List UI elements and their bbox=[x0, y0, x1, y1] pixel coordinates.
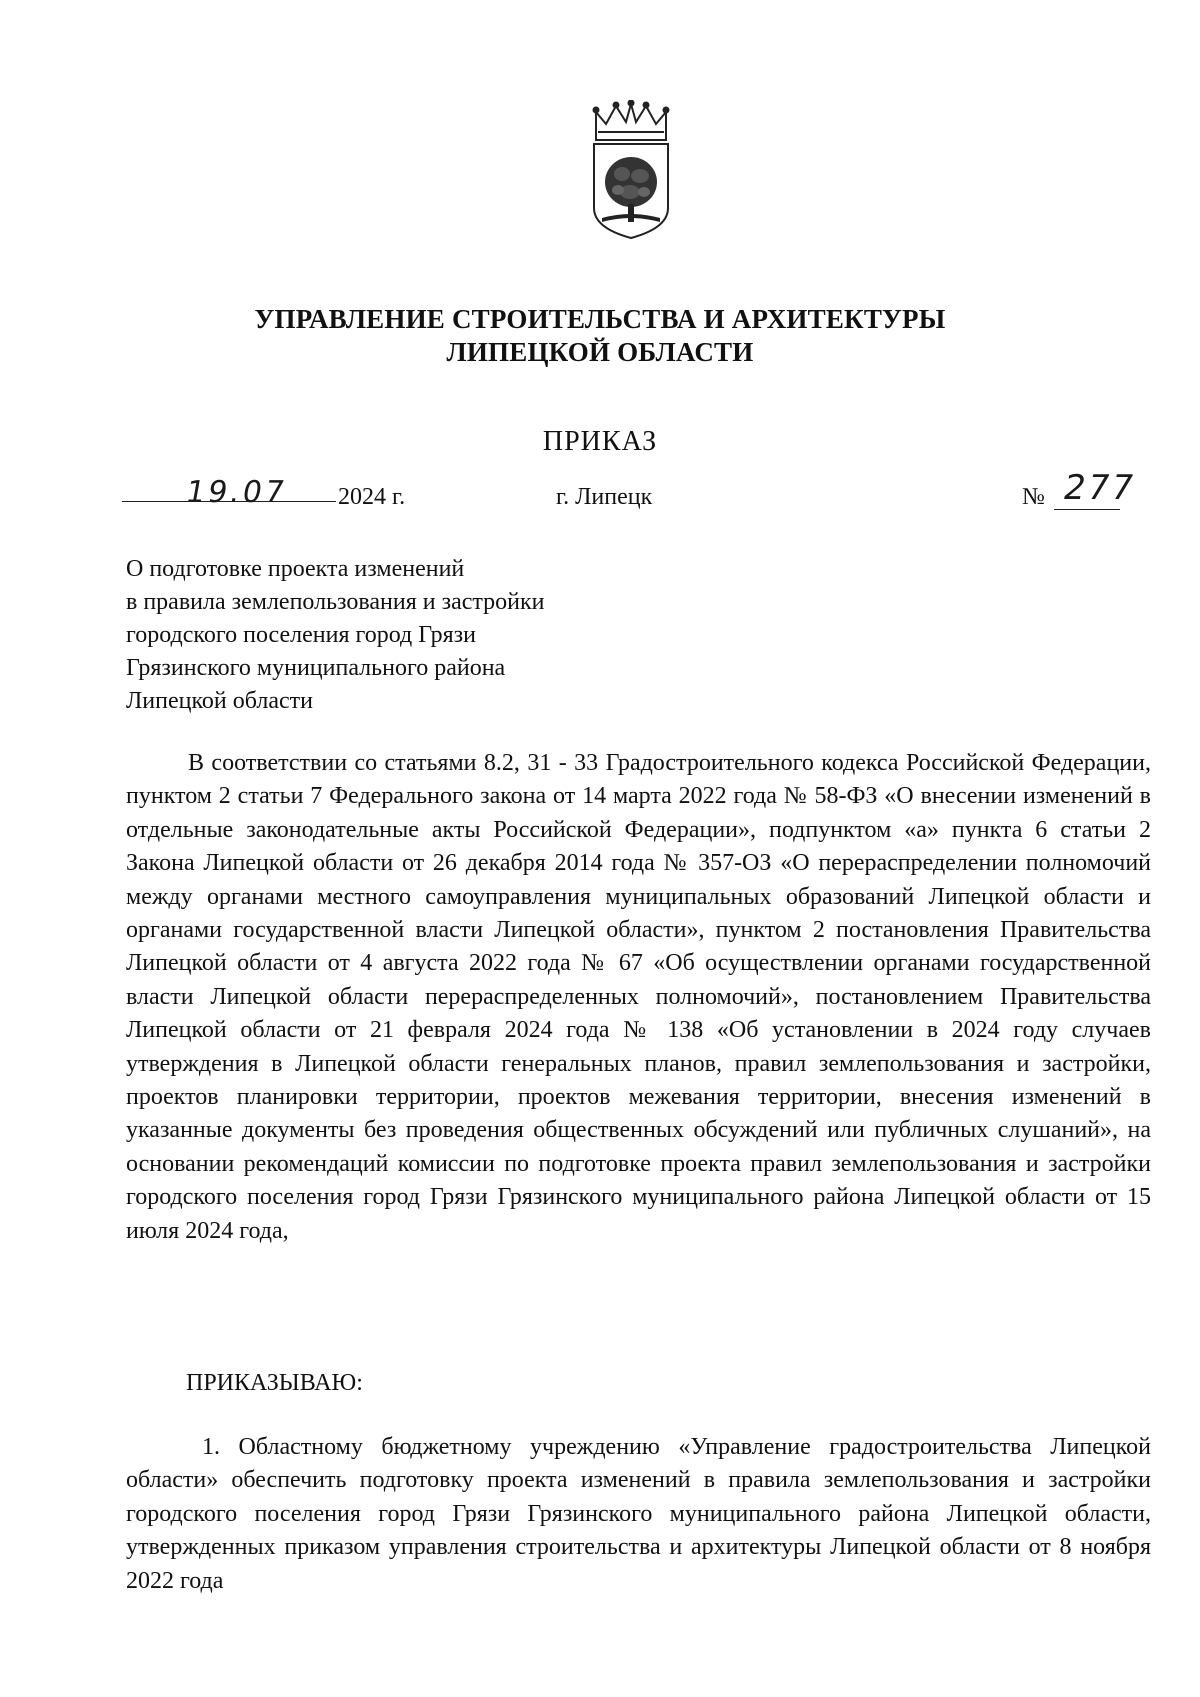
document-subject bbox=[126, 553, 545, 718]
order-word: ПРИКАЗЫВАЮ: bbox=[186, 1370, 363, 1396]
subject-line: Липецкой области bbox=[126, 688, 313, 714]
coat-of-arms-icon bbox=[588, 100, 674, 240]
city-name: г. Липецк bbox=[556, 484, 653, 510]
organization-name-line2: ЛИПЕЦКОЙ ОБЛАСТИ bbox=[446, 337, 754, 367]
organization-name-line1: УПРАВЛЕНИЕ СТРОИТЕЛЬСТВА И АРХИТЕКТУРЫ bbox=[254, 304, 946, 334]
subject-line: городского поселения город Грязи bbox=[126, 622, 476, 648]
item-text: Областному бюджетному учреждению «Управление градостроительства Липецкой области» обеспечить подготовку проекта изменений в правила землепользования и застройки городского поселения город Грязи Грязинского муниципального района Липецкой области, утвержденных приказом управления строительства и архитектуры Липецкой области от 8 ноября 2022 года bbox=[126, 1434, 1152, 1594]
subject-line: Грязинского муниципального района bbox=[126, 655, 506, 681]
handwritten-date: 19.07 bbox=[182, 475, 290, 510]
number-sign: № bbox=[1022, 484, 1045, 510]
document-type: ПРИКАЗ bbox=[542, 426, 658, 457]
order-item-1 bbox=[126, 1431, 1151, 1598]
item-number: 1. bbox=[202, 1434, 220, 1460]
preamble-paragraph: В соответствии со статьями 8.2, 31 - 33 Градостроительного кодекса Российской Федерации, пунктом 2 статьи 7 Федерального закона от 14 марта 2022 года № 58-ФЗ «О внесении изменений в отдельные законодательные акты Российской Федерации», подпунктом «а» пункта 6 статьи 2 Закона Липецкой области от 26 декабря 2014 года № 357-ОЗ «О перераспределении полномочий между органами местного самоуправления муниципальных образований Липецкой области и органами государственной власти Липецкой области», пунктом 2 постановления Правительства Липецкой области от 4 августа 2022 года № 67 «Об осуществлении органами государственной власти Липецкой области перераспределенных полномочий», постановлением Правительства Липецкой области от 21 февраля 2024 года № 138 «Об установлении в 2024 году случаев утверждения в Липецкой области генеральных планов, правил землепользования и застройки, проектов планировки территории, проектов межевания территории, внесения изменений в указанные документы без проведения общественных обсуждений или публичных слушаний», на основании рекомендаций комиссии по подготовке проекта правил землепользования и застройки городского поселения город Грязи Грязинского муниципального района Липецкой области от 15 июля 2024 года, bbox=[126, 750, 1151, 1244]
subject-line: в правила землепользования и застройки bbox=[126, 589, 545, 615]
subject-line: О подготовке проекта изменений bbox=[126, 556, 465, 582]
number-underline bbox=[1054, 508, 1120, 510]
date-year: 2024 г. bbox=[338, 484, 406, 510]
handwritten-number: 277 bbox=[1059, 468, 1140, 508]
